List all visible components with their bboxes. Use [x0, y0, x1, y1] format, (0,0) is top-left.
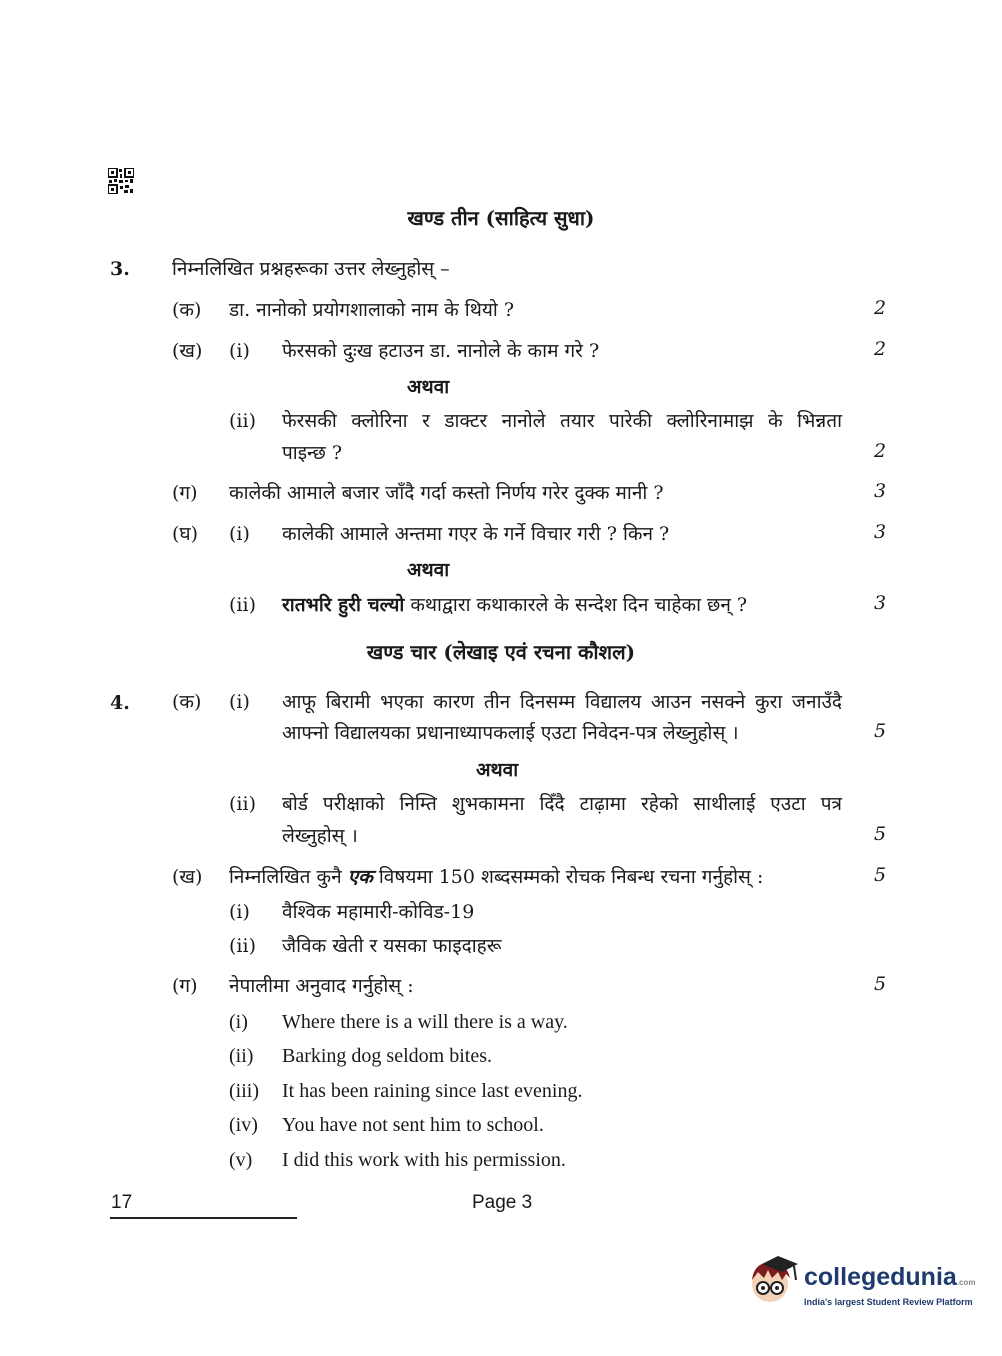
brand-name-text: collegedunia: [804, 1263, 957, 1291]
q4-kha-text-post: विषयमा 150 शब्दसम्मको रोचक निबन्ध रचना गर्नुहोस् :: [372, 866, 764, 888]
q4-kha-option-label: (i): [229, 901, 250, 923]
q3-kha-label: (ख): [172, 340, 203, 362]
q4-ka-label: (क): [172, 691, 202, 713]
q3-kha-i-label: (i): [229, 340, 250, 362]
q3-ga-marks: 3: [873, 480, 887, 502]
q4-ka-or: अथवा: [476, 759, 519, 781]
q3-kha-ii-marks: 2: [873, 440, 887, 462]
collegedunia-mascot-icon: [742, 1250, 800, 1308]
q4-kha-option-text: जैविक खेती र यसका फाइदाहरू: [282, 935, 502, 957]
question-number-4: 4.: [110, 692, 130, 714]
q4-kha-text-pre: निम्नलिखित कुनै: [229, 866, 348, 888]
brand-tagline: India's largest Student Review Platform: [804, 1297, 973, 1307]
q4-ga-sentence-label: (iv): [229, 1114, 258, 1136]
q4-ka-i-marks: 5: [873, 720, 887, 742]
q3-gha-label: (घ): [172, 523, 199, 545]
q3-kha-or: अथवा: [407, 376, 450, 398]
question-number-3: 3.: [110, 258, 130, 280]
question-3-instruction: निम्नलिखित प्रश्नहरूका उत्तर लेख्नुहोस् –: [172, 258, 450, 280]
q4-ka-ii-label: (ii): [229, 793, 256, 815]
q4-ga-sentence-text: Where there is a will there is a way.: [282, 1011, 568, 1033]
q3-gha-ii-label: (ii): [229, 594, 256, 616]
q3-kha-ii-line2: पाइन्छ ?: [282, 442, 343, 464]
brand-tld: .com: [956, 1278, 976, 1287]
qr-code-icon: [108, 168, 134, 194]
q3-gha-i-label: (i): [229, 523, 250, 545]
q4-ka-i-line1: आफू बिरामी भएका कारण तीन दिनसम्म विद्यालय आउन नसक्ने कुरा जनाउँदै: [282, 691, 842, 713]
q4-ga-sentence-text: It has been raining since last evening.: [282, 1080, 583, 1102]
q4-ga-text: नेपालीमा अनुवाद गर्नुहोस् :: [229, 975, 414, 997]
q3-ga-text: कालेकी आमाले बजार जाँदै गर्दा कस्तो निर्णय गरेर दुक्क मानी ?: [229, 482, 664, 504]
q3-kha-ii-line1: फेरसकी क्लोरिना र डाक्टर नानोले तयार पारेकी क्लोरिनामाझ के भिन्नता: [282, 410, 842, 432]
footer-rule: [110, 1217, 297, 1219]
q4-ka-i-label: (i): [229, 691, 250, 713]
q3-gha-or: अथवा: [407, 559, 450, 581]
q4-ka-i-line2: आफ्नो विद्यालयका प्रधानाध्यापकलाई एउटा निवेदन-पत्र लेख्नुहोस् ।: [282, 722, 739, 744]
q4-ga-sentence-label: (ii): [229, 1045, 254, 1067]
section-three-title: खण्ड तीन (साहित्य सुधा): [407, 206, 595, 230]
q3-kha-ii-label: (ii): [229, 410, 256, 432]
q4-ka-ii-line1: बोर्ड परीक्षाको निम्ति शुभकामना दिँदै टाढ़ामा रहेको साथीलाई एउटा पत्र: [282, 793, 842, 815]
q3-gha-ii-rest: कथाद्वारा कथाकारले के सन्देश दिन चाहेका छन् ?: [404, 594, 748, 616]
q4-kha-option-label: (ii): [229, 935, 256, 957]
section-four-title: खण्ड चार (लेखाइ एवं रचना कौशल): [366, 640, 636, 664]
q4-ga-sentence-text: Barking dog seldom bites.: [282, 1045, 492, 1067]
q4-ga-sentence-label: (iii): [229, 1080, 259, 1102]
q3-gha-i-marks: 3: [873, 521, 887, 543]
q4-ga-sentence-label: (i): [229, 1011, 248, 1033]
q4-ga-sentence-text: I did this work with his permission.: [282, 1149, 566, 1171]
story-title: रातभरि हुरी चल्यो: [282, 594, 405, 616]
q4-kha-label: (ख): [172, 866, 203, 888]
q3-ka-text: डा. नानोको प्रयोगशालाको नाम के थियो ?: [229, 299, 515, 321]
q3-ka-label: (क): [172, 299, 202, 321]
page-number: Page 3: [472, 1192, 533, 1213]
paper-code: 17: [111, 1192, 133, 1213]
q4-ga-label: (ग): [172, 975, 198, 997]
q4-kha-text: [229, 864, 763, 890]
q4-ga-sentence-text: You have not sent him to school.: [282, 1114, 544, 1136]
q4-ga-marks: 5: [873, 973, 887, 995]
q4-ka-ii-line2: लेख्नुहोस् ।: [282, 825, 358, 847]
brand-name: [804, 1263, 975, 1292]
q3-gha-ii-text: [282, 592, 747, 618]
q3-ka-marks: 2: [873, 297, 887, 319]
q4-kha-marks: 5: [873, 864, 887, 886]
q4-kha-option-text: वैश्विक महामारी-कोविड-19: [282, 901, 475, 923]
q3-ga-label: (ग): [172, 482, 198, 504]
q4-ga-sentence-label: (v): [229, 1149, 253, 1171]
q4-ka-ii-marks: 5: [873, 823, 887, 845]
q3-gha-i-text: कालेकी आमाले अन्तमा गएर के गर्ने विचार गरी ? किन ?: [282, 523, 670, 545]
q3-kha-i-text: फेरसको दुःख हटाउन डा. नानोले के काम गरे ?: [282, 340, 600, 362]
q3-gha-ii-marks: 3: [873, 592, 887, 614]
q4-kha-text-emphasis: एक: [347, 866, 373, 888]
q3-kha-i-marks: 2: [873, 338, 887, 360]
